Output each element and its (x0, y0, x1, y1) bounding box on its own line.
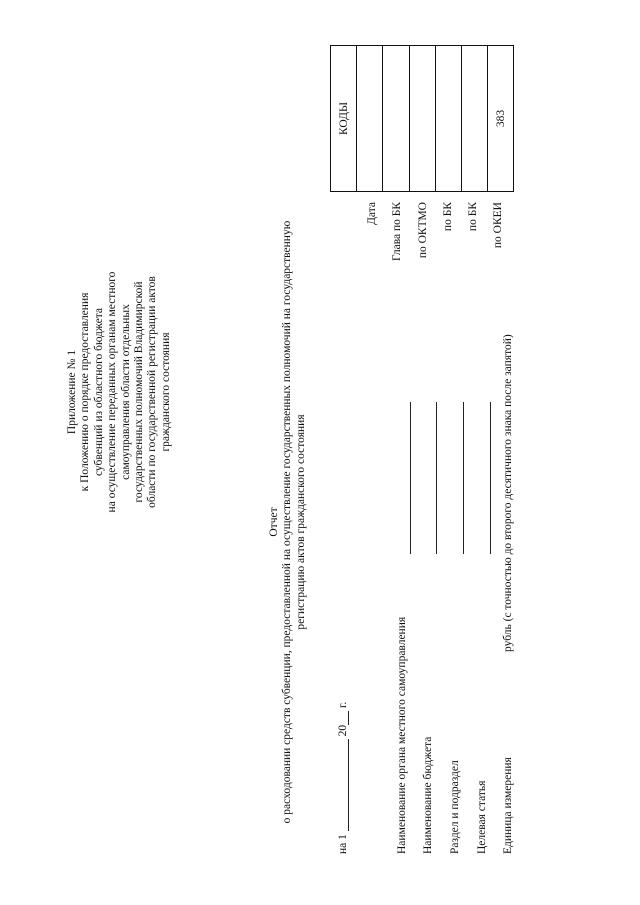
org-name-field[interactable] (410, 402, 411, 554)
bk-code-cell[interactable] (461, 46, 487, 192)
report-heading: Отчет (268, 507, 280, 537)
okei-code-cell[interactable]: 383 (488, 46, 514, 192)
okei-code-label: по ОКЕИ (492, 202, 504, 249)
appendix-line: государственных полномочий Владимирской (133, 281, 146, 503)
section-field[interactable] (463, 402, 464, 554)
report-subtitle-line: регистрацию актов гражданского состояния (294, 414, 307, 630)
section-label: Раздел и подраздел (449, 760, 461, 854)
appendix-line: к Положению о порядке предоставления (79, 292, 92, 492)
codes-header: КОДЫ (331, 46, 357, 192)
report-subtitle-line: о расходовании средств субвенции, предоставленной на осуществление государственных полномочий на государственную (281, 220, 294, 824)
appendix-line: гражданского состояния (159, 332, 172, 452)
codes-table (330, 45, 514, 192)
appendix-line: области по государственной регистрации актов (146, 276, 159, 508)
unit-label: Единица измерения (502, 757, 514, 854)
bk-code-label: по БК (467, 202, 479, 232)
date-blank-field[interactable] (336, 739, 349, 831)
report-date-line (336, 702, 349, 854)
glava-code-cell[interactable] (383, 46, 409, 192)
target-article-field[interactable] (490, 402, 491, 554)
year-blank-field[interactable] (336, 711, 349, 725)
oktmo-code-label: по ОКТМО (417, 202, 429, 259)
glava-code-label: Глава по БК (391, 202, 403, 261)
year-prefix: 20 (337, 724, 349, 737)
bk-code-label: по БК (442, 202, 454, 232)
org-name-label: Наименование органа местного самоуправления (396, 616, 408, 854)
date-code-cell[interactable] (357, 46, 383, 192)
year-suffix: г. (337, 701, 349, 708)
budget-name-label: Наименование бюджета (422, 736, 434, 854)
appendix-line: Приложение № 1 (66, 349, 78, 435)
budget-name-field[interactable] (436, 402, 437, 554)
oktmo-code-cell[interactable] (409, 46, 435, 192)
appendix-line: на осуществление переданных органам местного (106, 271, 119, 513)
appendix-line: самоуправления области отдельных (119, 304, 132, 480)
report-title (268, 172, 308, 872)
appendix-line: субвенций из областного бюджета (92, 307, 105, 477)
report-form-page (0, 12, 640, 892)
target-article-label: Целевая статья (476, 780, 488, 854)
bk-code-cell[interactable] (435, 46, 461, 192)
date-prefix: на 1 (337, 834, 349, 854)
appendix-note (66, 172, 173, 612)
date-code-label: Дата (366, 202, 378, 225)
unit-value: рубль (с точностью до второго десятичного знака после запятой) (502, 334, 514, 652)
